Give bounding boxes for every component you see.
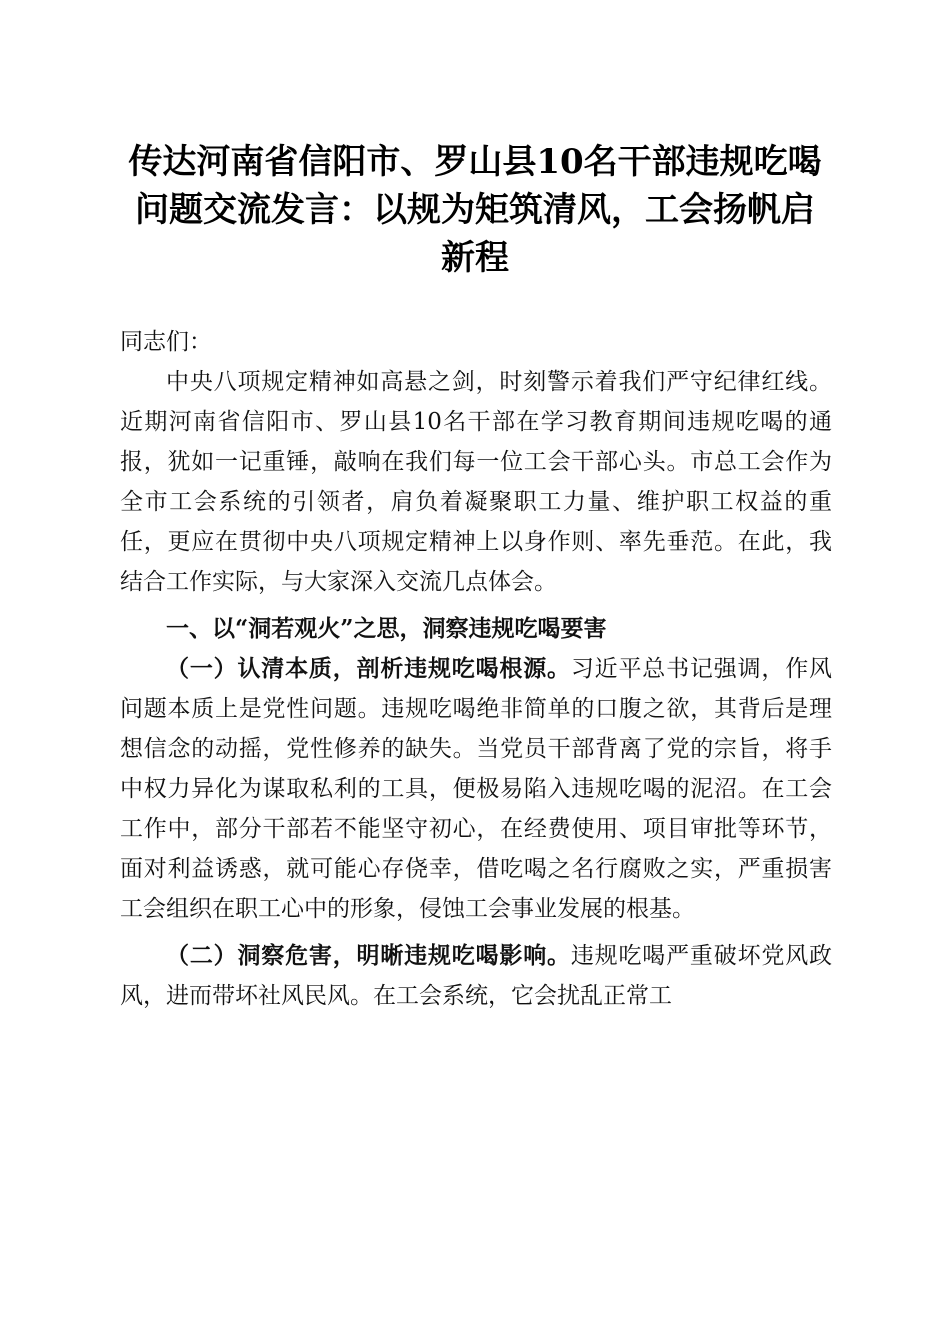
section-1-heading: 一、以“洞若观火”之思，洞察违规吃喝要害 — [166, 615, 607, 642]
intro-paragraph: 中央八项规定精神如高悬之剑，时刻警示着我们严守纪律红线。近期河南省信阳市、罗山县10名干部在学习教育期间违规吃喝的通报，犹如一记重锤，敲响在我们每一位工会干部心头。市总工会作为全市工会系统的引领者，肩负着凝聚职工力量、维护职工权益的重任，更应在贯彻中央八项规定精神上以身作则、率先垂范。在此，我结合工作实际，与大家深入交流几点体会。 — [120, 369, 832, 595]
section-1-sub-2-text: 违规吃喝严重破坏党风政风，进而带坏社风民风。在工会系统，它会扰乱正常工 — [120, 943, 833, 1009]
section-1-sub-2-heading: （二）洞察危害，明晰违规吃喝影响。 — [166, 942, 571, 969]
document-body — [120, 322, 832, 1016]
document-title: 传达河南省信阳市、罗山县10名干部违规吃喝问题交流发言：以规为矩筑清风，工会扬帆启新程 — [128, 142, 822, 278]
section-1-sub-1-heading: （一）认清本质，剖析违规吃喝根源。 — [166, 655, 571, 682]
salutation: 同志们： — [120, 329, 212, 355]
section-1-sub-1-paragraph — [120, 649, 832, 929]
section-1-sub-2-paragraph — [120, 936, 832, 1016]
section-1-sub-1-text: 习近平总书记强调，作风问题本质上是党性问题。违规吃喝绝非简单的口腹之欲，其背后是理想信念的动摇，党性修养的缺失。当党员干部背离了党的宗旨，将手中权力异化为谋取私利的工具，便极易陷入违规吃喝的泥沼。在工会工作中，部分干部若不能坚守初心，在经费使用、项目审批等环节，面对利益诱惑，就可能心存侥幸，借吃喝之名行腐败之实，严重损害工会组织在职工心中的形象，侵蚀工会事业发展的根基。 — [120, 656, 833, 922]
